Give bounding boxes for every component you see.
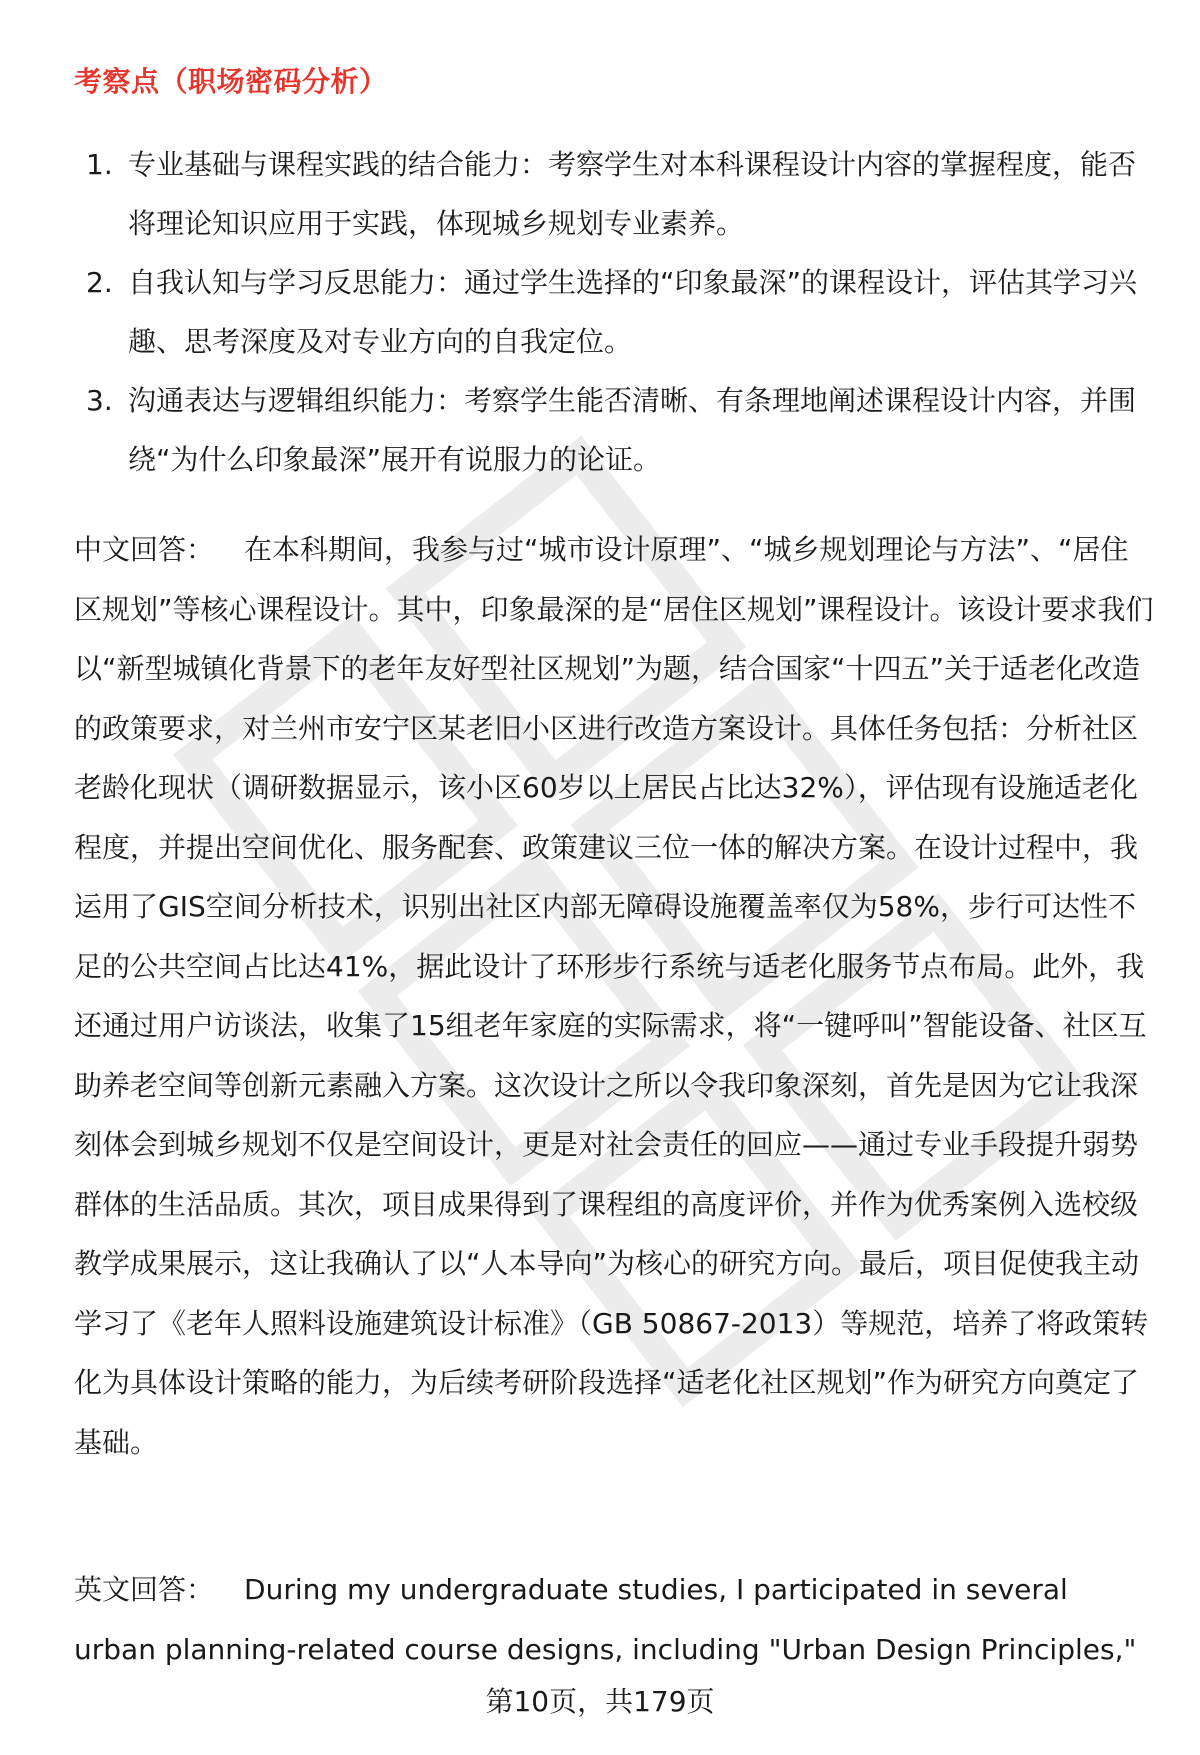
chinese-answer-label: 中文回答： [74,533,215,566]
list-item-number: 3. [86,384,113,417]
list-item-text: 自我认知与学习反思能力：通过学生选择的“印象最深”的课程设计，评估其学习兴趣、思考深度及对专业方向的自我定位。 [128,266,1138,358]
chinese-answer-text: 在本科期间，我参与过“城市设计原理”、“城乡规划理论与方法”、“居住区规划”等核心课程设计。其中，印象最深的是“居住区规划”课程设计。该设计要求我们以“新型城镇化背景下的老年友好型社区规划”为题，结合国家“十四五”关于适老化改造的政策要求，对兰州市安宁区某老旧小区进行改造方案设计。具体任务包括：分析社区老龄化现状（调研数据显示，该小区60岁以上居民占比达32%），评估现有设施适老化程度，并提出空间优化、服务配套、政策建议三位一体的解决方案。在设计过程中，我运用了GIS空间分析技术，识别出社区内部无障碍设施覆盖率仅为58%，步行可达性不足的公共空间占比达41%，据此设计了环形步行系统与适老化服务节点布局。此外，我还通过用户访谈法，收集了15组老年家庭的实际需求，将“一键呼叫”智能设备、社区互助养老空间等创新元素融入方案。这次设计之所以令我印象深刻，首先是因为它让我深刻体会到城乡规划不仅是空间设计，更是对社会责任的回应——通过专业手段提升弱势群体的生活品质。其次，项目成果得到了课程组的高度评价，并作为优秀案例入选校级教学成果展示，这让我确认了以“人本导向”为核心的研究方向。最后，项目促使我主动学习了《老年人照料设施建筑设计标准》（GB 50867-2013）等规范，培养了将政策转化为具体设计策略的能力，为后续考研阶段选择“适老化社区规划”作为研究方向奠定了基础。 [74,533,1154,1459]
list-item-number: 1. [86,148,113,181]
list-item-number: 2. [86,266,113,299]
english-answer [74,1560,1154,1679]
list-item [74,371,1154,489]
chinese-answer [74,520,1154,1472]
list-item [74,135,1154,253]
list-item-text: 沟通表达与逻辑组织能力：考察学生能否清晰、有条理地阐述课程设计内容，并围绕“为什么印象最深”展开有说服力的论证。 [128,384,1137,476]
english-answer-label: 英文回答： [74,1573,215,1606]
list-item-text: 专业基础与课程实践的结合能力：考察学生对本科课程设计内容的掌握程度，能否将理论知识应用于实践，体现城乡规划专业素养。 [128,148,1137,240]
list-item [74,253,1154,371]
english-answer-text: During my undergraduate studies, I participated in several urban planning-related course designs, including "Urban Design Principles," [74,1573,1137,1666]
assessment-points-list [74,135,1154,489]
section-title: 考察点（职场密码分析） [74,65,388,98]
page-number: 第10页，共179页 [485,1685,715,1718]
